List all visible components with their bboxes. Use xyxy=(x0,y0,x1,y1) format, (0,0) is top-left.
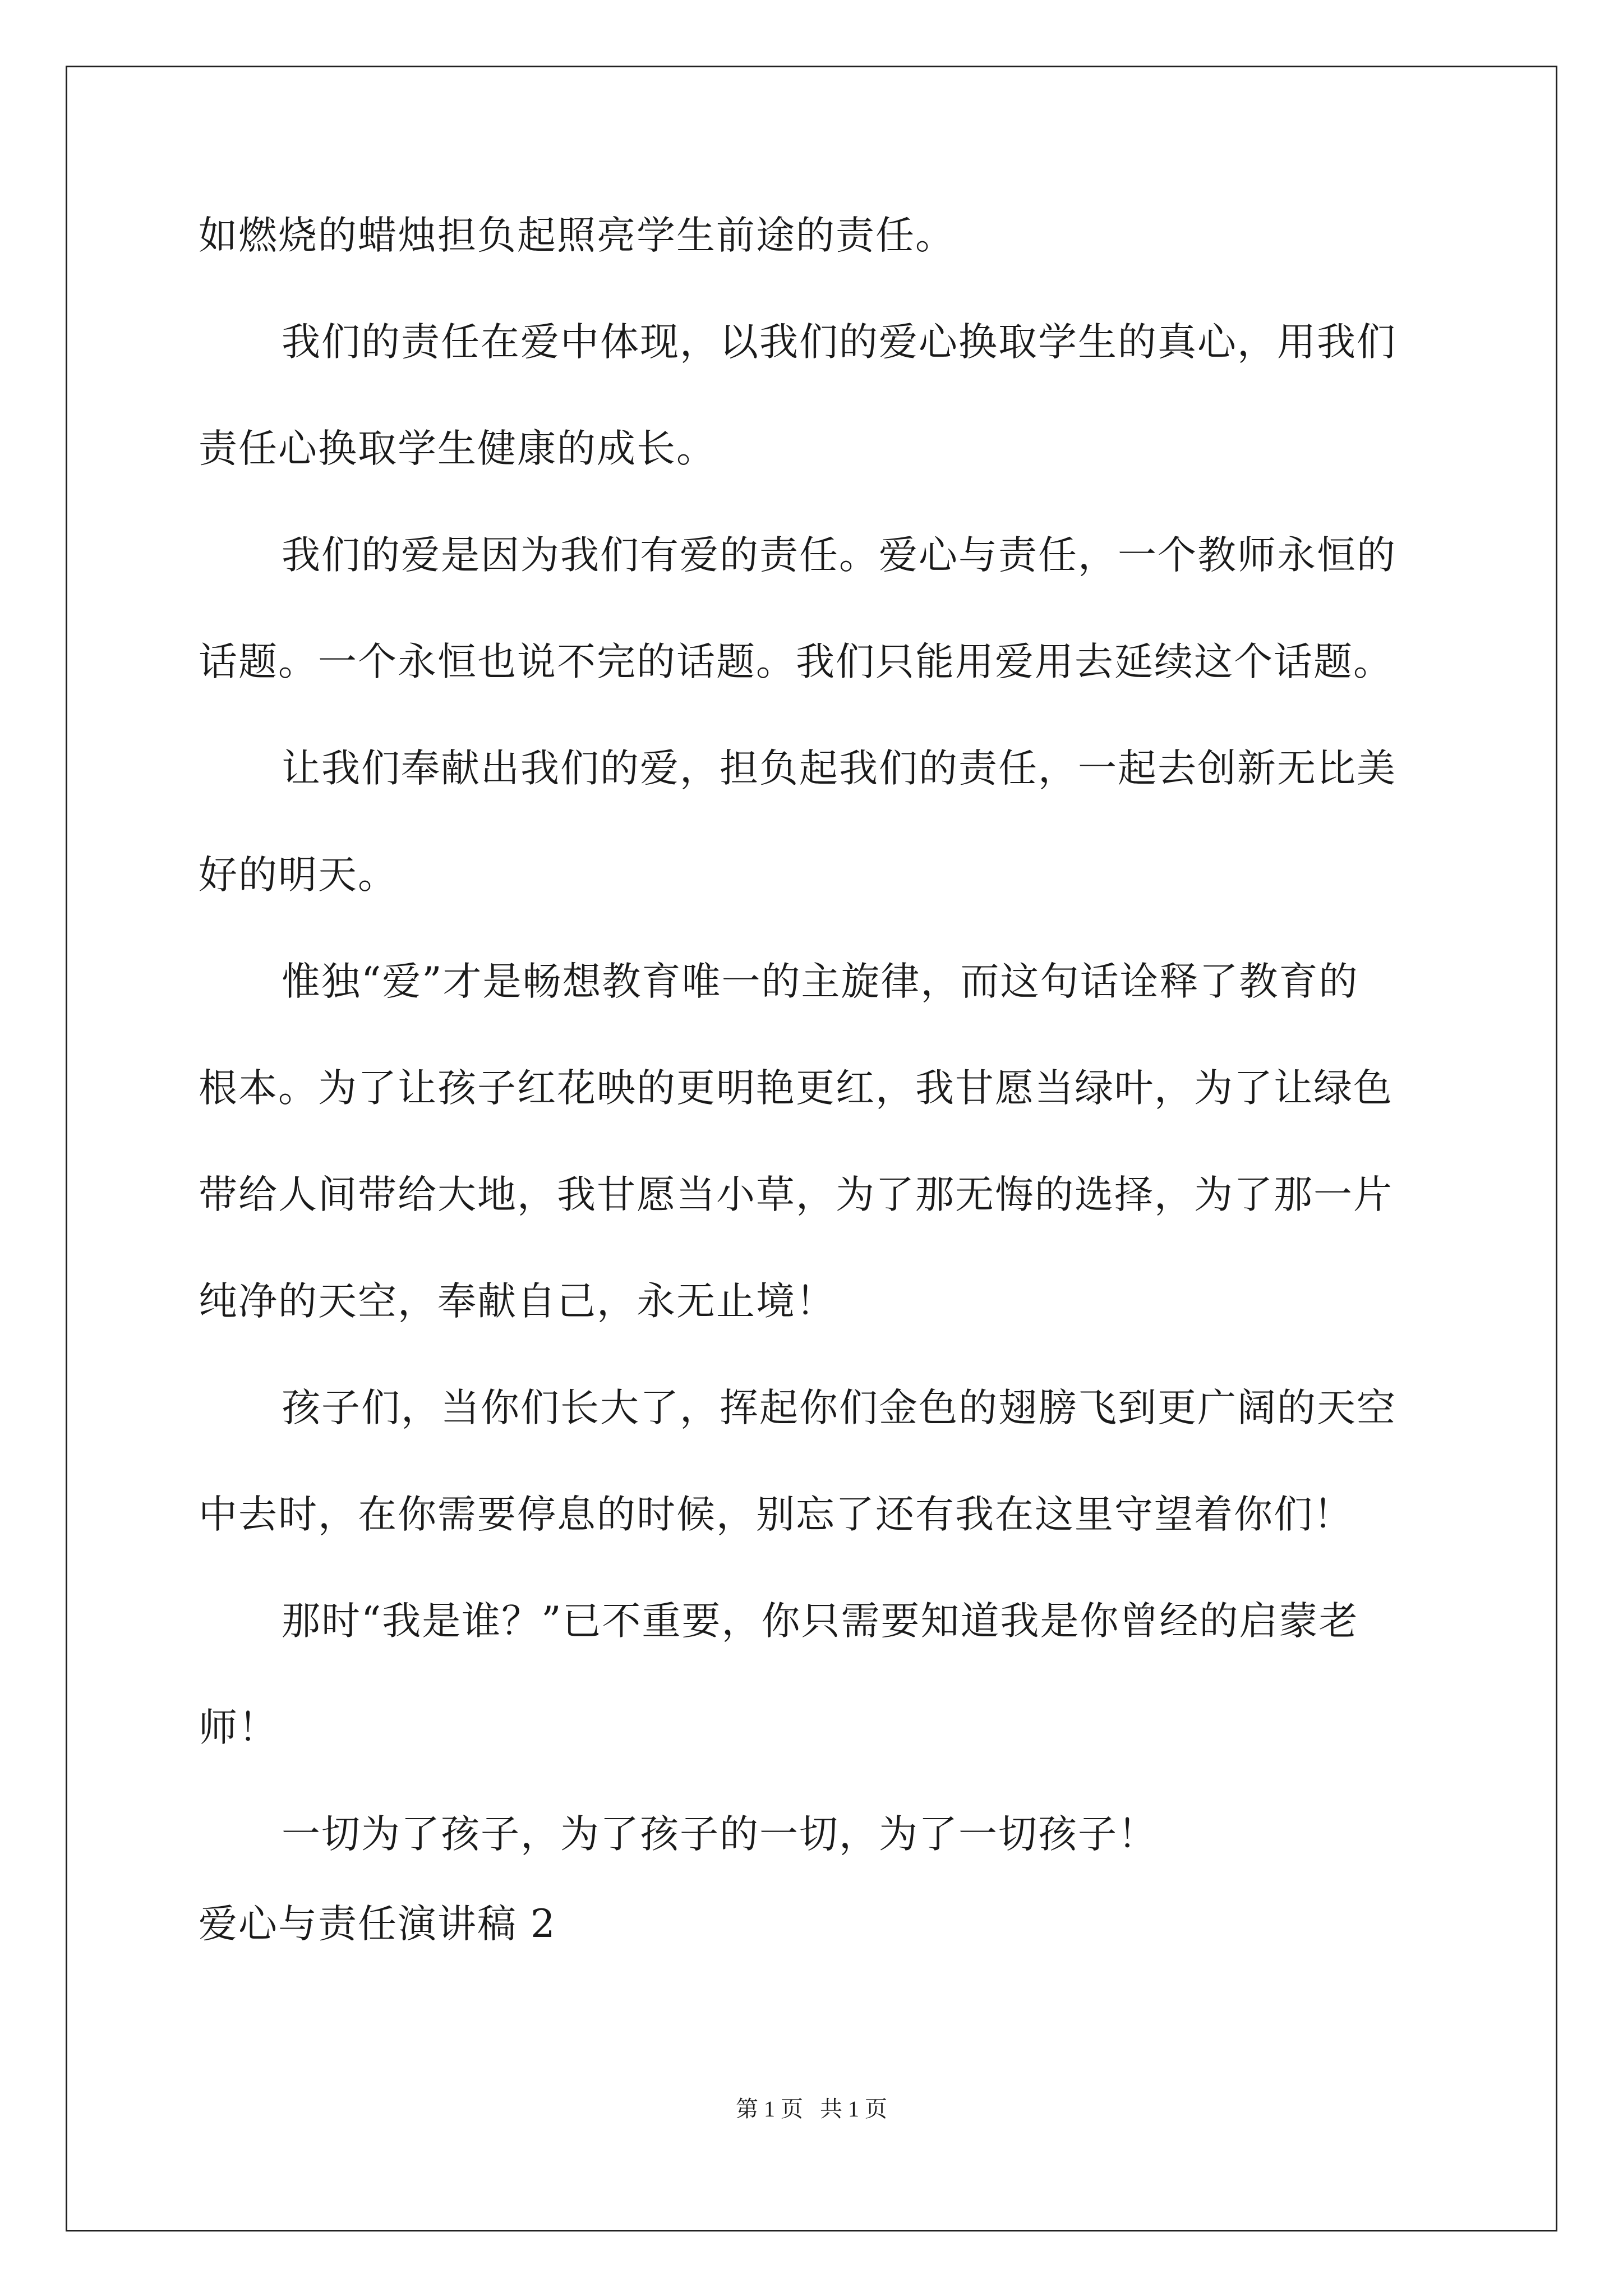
text-line: 我们的爱是因为我们有爱的责任。爱心与责任，一个教师永恒的 xyxy=(282,533,1396,578)
text-line: 我们的责任在爱中体现，以我们的爱心换取学生的真心，用我们 xyxy=(282,320,1396,365)
text-line: 带给人间带给大地，我甘愿当小草，为了那无悔的选择，为了那一片 xyxy=(199,1172,1393,1217)
text-line: 中去时，在你需要停息的时候，别忘了还有我在这里守望着你们！ xyxy=(199,1492,1353,1537)
text-line: 一切为了孩子，为了孩子的一切，为了一切孩子！ xyxy=(282,1812,1158,1857)
text-line: 根本。为了让孩子红花映的更明艳更红，我甘愿当绿叶，为了让绿色 xyxy=(199,1066,1393,1111)
text-line: 责任心换取学生健康的成长。 xyxy=(199,426,716,471)
text-line: 如燃烧的蜡烛担负起照亮学生前途的责任。 xyxy=(199,213,955,258)
text-line: 惟独“爱”才是畅想教育唯一的主旋律，而这句话诠释了教育的 xyxy=(282,959,1359,1004)
text-line: 孩子们，当你们长大了，挥起你们金色的翅膀飞到更广阔的天空 xyxy=(282,1386,1396,1430)
text-line: 纯净的天空，奉献自己，永无止境！ xyxy=(199,1279,836,1324)
section-heading: 爱心与责任演讲稿 2 xyxy=(199,1902,556,1947)
text-line: 话题。一个永恒也说不完的话题。我们只能用爱用去延续这个话题。 xyxy=(199,639,1393,684)
page-footer: 第 1 页 共 1 页 xyxy=(736,2096,887,2122)
text-line: 好的明天。 xyxy=(199,853,398,898)
text-line: 师！ xyxy=(199,1705,278,1750)
text-line: 让我们奉献出我们的爱，担负起我们的责任，一起去创新无比美 xyxy=(282,746,1396,791)
text-line: 那时“我是谁？”已不重要，你只需要知道我是你曾经的启蒙老 xyxy=(282,1599,1359,1644)
